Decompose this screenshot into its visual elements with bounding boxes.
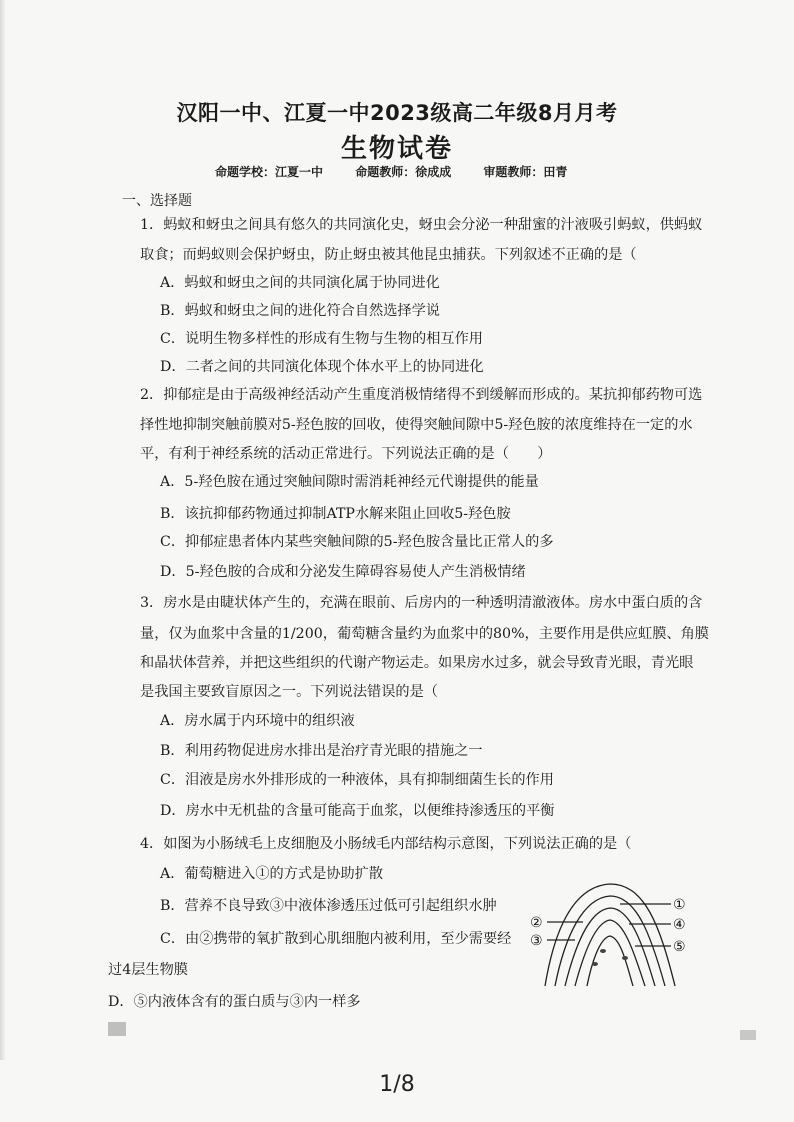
villus-outer-wall [545, 884, 675, 986]
diagram-label-5: ⑤ [673, 939, 686, 955]
question-2-line-1: 2．抑郁症是由于高级神经活动产生重度消极情绪得不到缓解而形成的。某抗抑郁药物可选 [140, 387, 703, 403]
question-1-option-c: C．说明生物多样性的形成有生物与生物的相互作用 [160, 331, 483, 347]
question-3-option-d: D．房水中无机盐的含量可能高于血浆，以便维持渗透压的平衡 [160, 803, 555, 819]
question-1-option-d: D．二者之间的共同演化体现个体水平上的协同进化 [160, 359, 484, 375]
lacteal [587, 936, 633, 986]
question-1-line-1: 1．蚂蚁和蚜虫之间具有悠久的共同演化史，蚜虫会分泌一种甜蜜的汁液吸引蚂蚁，供蚂蚁 [140, 217, 703, 233]
question-3-line-4: 是我国主要致盲原因之一。下列说法错误的是（ [140, 684, 438, 700]
section-title: 一、选择题 [122, 193, 192, 209]
scan-artifact [740, 1030, 756, 1040]
teacher-label: 命题教师：徐成成 [355, 165, 452, 179]
school-label: 命题学校：江夏一中 [215, 165, 324, 179]
question-4-option-a: A．葡萄糖进入①的方式是协助扩散 [160, 866, 384, 882]
question-1-line-2: 取食；而蚂蚁则会保护蚜虫，防止蚜虫被其他昆虫捕获。下列叙述不正确的是（ [140, 247, 637, 263]
question-3-option-c: C．泪液是房水外排形成的一种液体，具有抑制细菌生长的作用 [160, 772, 554, 788]
diagram-label-4: ④ [673, 917, 686, 933]
diagram-label-1: ① [673, 897, 686, 913]
question-2-option-b: B．该抗抑郁药物通过抑制ATP水解来阻止回收5-羟色胺 [160, 506, 511, 522]
scan-artifact [108, 1022, 126, 1036]
villus-diagram [525, 866, 690, 991]
question-4-option-d: D．⑤内液体含有的蛋白质与③内一样多 [108, 994, 361, 1010]
question-1-option-a: A．蚂蚁和蚜虫之间的共同演化属于协同进化 [160, 275, 440, 291]
question-3-option-b: B．利用药物促进房水排出是治疗青光眼的措施之一 [160, 743, 483, 759]
question-3-option-a: A．房水属于内环境中的组织液 [160, 713, 355, 729]
subject-title: 生物试卷 [340, 134, 453, 164]
authors-line [215, 163, 595, 180]
question-3-line-2: 量，仅为血浆中含量的1/200，葡萄糖含量约为血浆中的80%，主要作用是供应虹膜、角膜 [140, 626, 709, 642]
question-4-line-1: 4．如图为小肠绒毛上皮细胞及小肠绒毛内部结构示意图，下列说法正确的是（ [140, 836, 632, 852]
question-4-option-b: B．营养不良导致③中液体渗透压过低可引起组织水肿 [160, 898, 497, 914]
question-2-line-2: 择性地抑制突触前膜对5-羟色胺的回收，使得突触间隙中5-羟色胺的浓度维持在一定的水 [140, 417, 693, 433]
question-3-line-1: 3．房水是由睫状体产生的，充满在眼前、后房内的一种透明清澈液体。房水中蛋白质的含 [140, 595, 703, 611]
question-2-option-a: A．5-羟色胺在通过突触间隙时需消耗神经元代谢提供的能量 [160, 474, 539, 490]
diagram-label-3: ③ [530, 933, 543, 949]
question-2-option-c: C．抑郁症患者体内某些突触间隙的5-羟色胺含量比正常人的多 [160, 534, 554, 550]
reviewer-label: 审题教师：田青 [483, 165, 568, 179]
question-4-option-c: C．由②携带的氧扩散到心肌细胞内被利用，至少需要经 [160, 931, 512, 947]
question-1-option-b: B．蚂蚁和蚜虫之间的进化符合自然选择学说 [160, 303, 440, 319]
question-2-line-3: 平，有利于神经系统的活动正常进行。下列说法正确的是（ ） [140, 446, 552, 462]
question-4-option-c-cont: 过4层生物膜 [108, 962, 188, 978]
diagram-label-2: ② [530, 915, 543, 931]
question-3-line-3: 和晶状体营养，并把这些组织的代谢产物运走。如果房水过多，就会导致青光眼，青光眼 [140, 655, 694, 671]
question-2-option-d: D．5-羟色胺的合成和分泌发生障碍容易使人产生消极情绪 [160, 564, 526, 580]
page-number: 1/8 [379, 1072, 415, 1097]
exam-title: 汉阳一中、江夏一中2023级高二年级8月月考 [176, 101, 618, 125]
